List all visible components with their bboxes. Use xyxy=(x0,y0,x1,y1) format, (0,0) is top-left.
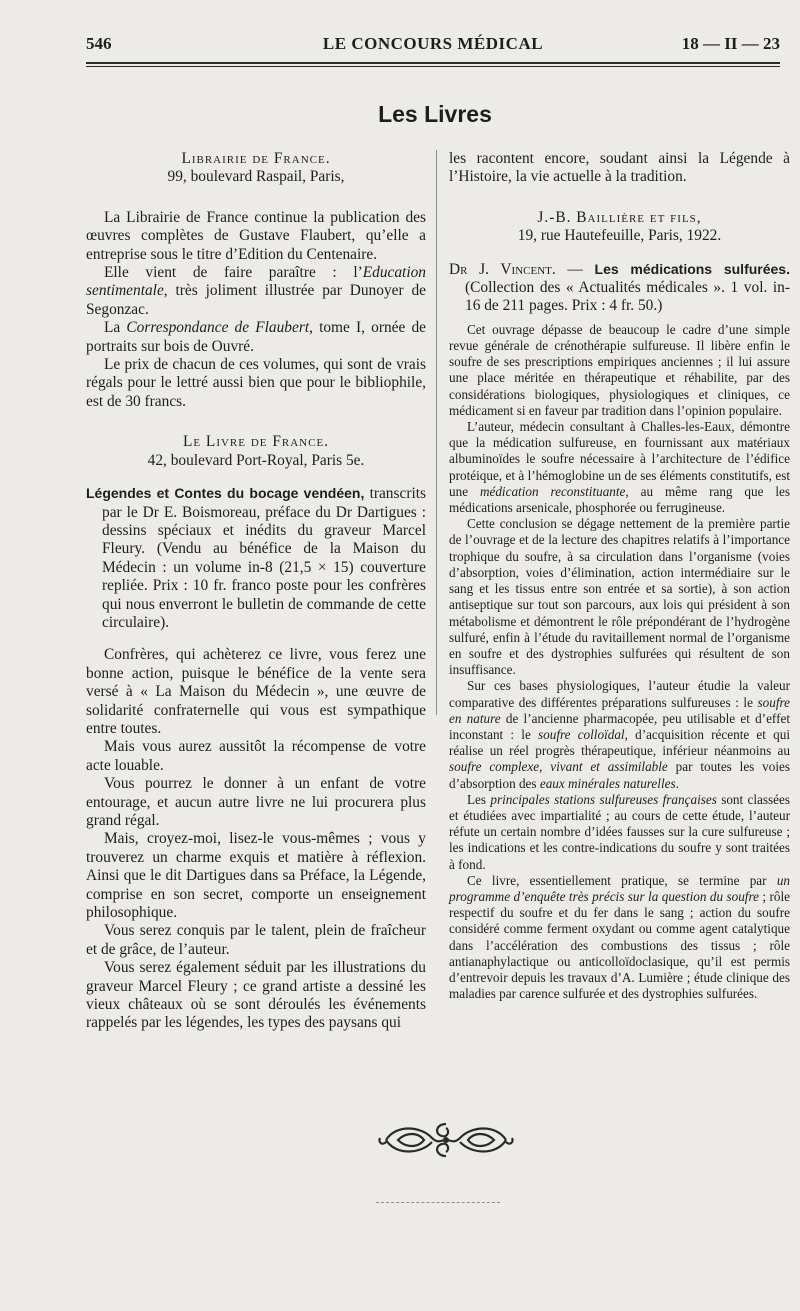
publisher-address: 19, rue Hautefeuille, Paris, 1922. xyxy=(517,227,722,245)
header-rule-thin xyxy=(86,66,780,67)
paragraph: Confrères, qui achèterez ce livre, vous ferez une bonne action, puisque le bénéfice de la vente sera versé à « La Maison du Médecin », une œuvre de solidarité confraternelle qui vous est sympathique entre toutes. xyxy=(86,646,426,737)
paragraph: Mais vous aurez aussitôt la récompense de votre acte louable. xyxy=(86,738,426,774)
publisher-address: 99, boulevard Raspail, Paris, xyxy=(167,168,345,186)
section-title: Les Livres xyxy=(378,101,492,127)
paragraph: Vous serez également séduit par les illustrations du graveur Marcel Fleury ; ce grand artiste a dessiné les vieux châteaux où se sont déroulés les événements rappelés par les légendes, les types des paysans qui xyxy=(86,959,426,1032)
paragraph: La Correspondance de Flaubert, tome I, ornée de portraits sur bois de Ouvré. xyxy=(86,319,426,355)
paragraph-continuation: les racontent encore, soudant ainsi la Légende à l’Histoire, la vie actuelle à la tradition. xyxy=(449,150,790,186)
paragraph: Vous serez conquis par le talent, plein de fraîcheur et de grâce, de l’auteur. xyxy=(86,922,426,958)
paragraph: L’auteur, médecin consultant à Challes-les-Eaux, démontre que la médication sulfureuse, en fournissant aux matériaux albuminoïdes le soufre nécessaire à l’architecture de l’édifice protéique, et à l’hémoglobine un de ses éléments constitutifs, est une médication reconstituante, au même rang que les médications arsenicale, phosphorée ou ferrugineuse. xyxy=(449,419,791,516)
separator-rule xyxy=(376,1202,500,1203)
page-number: 546 xyxy=(86,34,112,53)
paragraph: Le prix de chacun de ces volumes, qui sont de vrais régals pour le lettré aussi bien que pour le bibliophile, est de 30 francs. xyxy=(86,356,426,410)
book-entry: Dr J. Vincent. — Les médications sulfurées. (Collection des « Actualités médicales ». 1 vol. in-16 de 211 pages. Prix : 4 fr. 50.) xyxy=(449,260,790,315)
paragraph: Elle vient de faire paraître : l’Education sentimentale, très joliment illustrée par Dunoyer de Segonzac. xyxy=(86,264,426,318)
ornamental-flourish-icon xyxy=(376,1118,516,1162)
publisher-address: 42, boulevard Port-Royal, Paris 5e. xyxy=(147,451,365,469)
column-divider xyxy=(436,150,437,715)
publisher-name: J.-B. Baillière et fils, xyxy=(537,208,702,226)
publisher-name: Librairie de France. xyxy=(181,150,331,167)
right-column xyxy=(449,150,790,1002)
paragraph: Cette conclusion se dégage nettement de la première partie de l’ouvrage et de la lecture des chapitres relatifs à l’importance trophique du soufre, à sa circulation dans l’organisme (voies d’absorption, voies d’élimination, action intermédiaire sur le sang et les tissus entre son entrée et sa sortie), à son action antiseptique sur tout son parcours, aux lois qui président à son métabolisme et démontrent le rôle prépondérant de l’hydrogène sulfuré, enfin à l’étude du ravitaillement normal de l’organisme en soufre et des dystrophies sulfurées qui résultent de son insuffisance. xyxy=(449,516,790,678)
header-rule xyxy=(86,62,780,64)
paragraph: Vous pourrez le donner à un enfant de votre entourage, et aucun autre livre ne lui procurera plus grand régal. xyxy=(86,775,426,829)
paragraph: La Librairie de France continue la publication des œuvres complètes de Gustave Flaubert, qu’elle a entreprise sous le titre d’Edition du Centenaire. xyxy=(86,208,426,263)
paragraph: Ce livre, essentiellement pratique, se termine par un programme d’enquête très précis sur la question du soufre ; rôle respectif du soufre et du fer dans le sang ; action du soufre considéré comme ferment oxydant ou comme agent catalytique dans l’accélération des combustions des tissus ; rôle antianaphylactique ou anticolloïdoclasique, qu’il est permis d’entrevoir depuis les travaux d’A. Lumière ; étude clinique des maladies par carence sulfurée et des dystrophies sulfurées. xyxy=(449,872,790,1002)
journal-title: LE CONCOURS MÉDICAL xyxy=(322,34,544,53)
book-title: Légendes et Contes du bocage vendéen, xyxy=(86,485,365,502)
left-column xyxy=(86,150,426,1033)
paragraph: Sur ces bases physiologiques, l’auteur étudie la valeur comparative des différentes préparations sulfureuses : le soufre en nature de l’ancienne pharmacopée, peu utilisable et d’effet inconstant : le soufre colloïdal, d’acquisition récente et qui réalise un réel progrès thérapeutique, inférieur néanmoins au soufre complexe, vivant et assimilable par toutes les voies d’absorption des eaux minérales naturelles. xyxy=(449,678,790,791)
paragraph: Mais, croyez-moi, lisez-le vous-mêmes ; vous y trouverez un charme exquis et matière à réflexion. Ainsi que le dit Dartigues dans sa Préface, la Légende, comprise en son secret, comporte un enseignement philosophique. xyxy=(86,830,426,922)
publisher-name: Le Livre de France. xyxy=(182,433,330,451)
book-title: Les médications sulfurées. xyxy=(594,260,790,277)
paragraph: Les principales stations sulfureuses françaises sont classées et étudiées avec impartialité ; au cours de cette étude, l’auteur réfute un certain nombre d’idées fausses sur la cure sulfureuse ; les indications et les contre-indications du soufre y sont traitées à fond. xyxy=(449,791,790,872)
book-entry: Légendes et Contes du bocage vendéen, transcrits par le Dr E. Boismoreau, préface du Dr Dartigues : dessins spéciaux et inédits du graveur Marcel Fleury. (Vendu au bénéfice de la Maison du Médecin : un volume in-8 (21,5 × 15) couverture repliée. Prix : 10 fr. franco poste pour les confrères qui nous enverront le bulletin de commande de cette circulaire). xyxy=(86,485,426,631)
running-header xyxy=(86,34,780,60)
issue-date: 18 — II — 23 xyxy=(681,34,780,53)
paragraph: Cet ouvrage dépasse de beaucoup le cadre d’une simple revue générale de crénothérapie sulfureuse. Il libère enfin le soufre de ses prescriptions empiriques anciennes ; il lui assure une place méritée en thérapeutique et réhabilite, par des considérations biologiques, physiologiques et cliniques, ce médicament si en faveur par tradition dans l’opinion populaire. xyxy=(449,321,790,418)
